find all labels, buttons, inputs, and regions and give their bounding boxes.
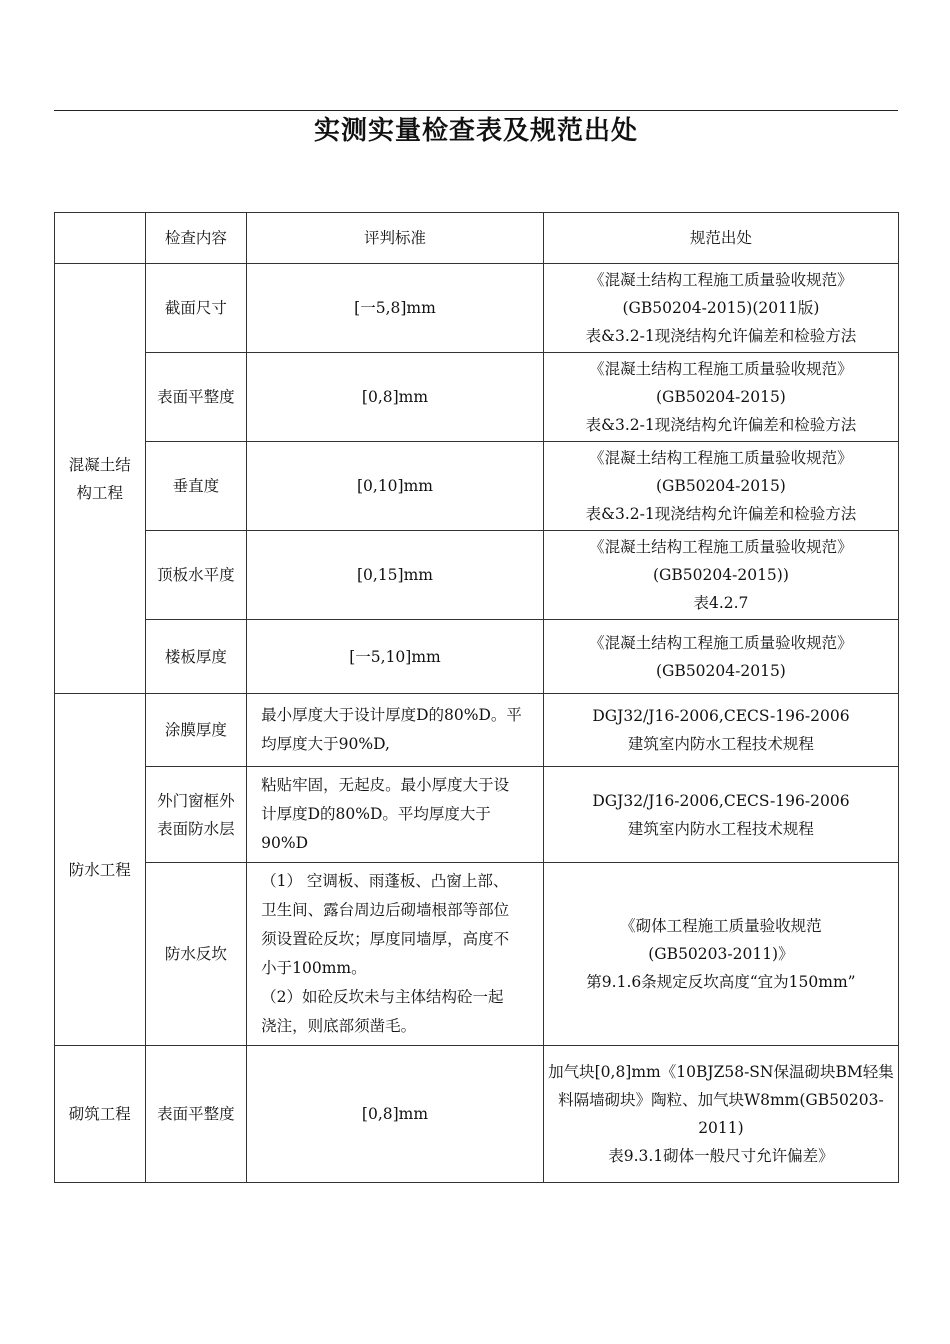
text-line: [一5,8]mm [354, 299, 436, 317]
text-line: 表面平整度 [157, 388, 235, 406]
table-row [55, 531, 899, 620]
table-body [55, 213, 899, 1183]
table-row [55, 442, 899, 531]
reference-cell [543, 264, 898, 353]
text-line: 《混凝土结构工程施工质量验收规范》 [589, 538, 853, 556]
text-line: 《混凝土结构工程施工质量验收规范》 [589, 449, 853, 467]
text-line: 构工程 [76, 483, 124, 502]
text-line: 均厚度大于90%D, [261, 735, 390, 753]
text-line: 涂膜厚度 [164, 721, 227, 739]
table-header-row [55, 213, 899, 264]
text-line: 砌筑工程 [68, 1105, 131, 1123]
text-line: 表4.2.7 [693, 594, 749, 612]
text-line: DGJ32/J16-2006,CECS-196-2006 [592, 707, 850, 725]
criteria-cell [247, 353, 544, 442]
item-cell [145, 1046, 247, 1183]
text-line: [一5,10]mm [349, 647, 441, 666]
text-line: 浇注，则底部须凿毛。 [261, 1017, 417, 1035]
text-line: 最小厚度大于设计厚度D的80%D。平 [261, 706, 522, 724]
criteria-cell [247, 442, 544, 531]
criteria-cell [247, 1046, 544, 1183]
text-line: 表&3.2-1现浇结构允许偏差和检验方法 [585, 416, 857, 434]
category-cell [55, 264, 146, 694]
text-line: 截面尺寸 [164, 299, 227, 317]
item-cell [145, 863, 247, 1046]
text-line: 《混凝土结构工程施工质量验收规范》 [589, 633, 853, 652]
item-cell [145, 620, 247, 694]
text-line: 《混凝土结构工程施工质量验收规范》 [589, 360, 853, 378]
reference-cell [543, 531, 898, 620]
criteria-cell [247, 620, 544, 694]
category-cell [55, 694, 146, 1046]
text-line: (GB50204-2015) [656, 477, 786, 495]
text-line: 建筑室内防水工程技术规程 [627, 735, 814, 753]
reference-cell [543, 1046, 898, 1183]
criteria-cell [247, 264, 544, 353]
item-cell [145, 694, 247, 767]
text-line: 外门窗框外 [157, 791, 235, 810]
criteria-cell [247, 531, 544, 620]
text-line: 楼板厚度 [164, 647, 227, 666]
text-line: 垂直度 [172, 477, 220, 495]
inspection-table [54, 212, 899, 1183]
text-line: （1） 空调板、雨蓬板、凸窗上部、 [261, 872, 509, 890]
table-row [55, 620, 899, 694]
top-rule [54, 110, 898, 111]
item-cell [145, 531, 247, 620]
text-line: 卫生间、露台周边后砌墙根部等部位 [261, 901, 510, 919]
table-row [55, 353, 899, 442]
text-line: 加气块[0,8]mm《10BJZ58-SN保温砌块BM轻集 [548, 1063, 894, 1081]
text-line: （2）如砼反坎未与主体结构砼一起 [261, 988, 504, 1006]
table-row [55, 863, 899, 1046]
text-line: 计厚度D的80%D。平均厚度大于90%D [261, 805, 491, 852]
text-line: 表&3.2-1现浇结构允许偏差和检验方法 [585, 505, 857, 523]
item-cell [145, 264, 247, 353]
reference-cell [543, 863, 898, 1046]
table-row [55, 767, 899, 863]
text-line: [0,15]mm [356, 566, 433, 584]
text-line: 表面防水层 [157, 819, 235, 838]
text-line: (GB50203-2011)》 [648, 945, 794, 963]
text-line: [0,10]mm [356, 477, 433, 495]
text-line: [0,8]mm [361, 388, 429, 406]
text-line: (GB50204-2015)(2011版) [622, 299, 820, 317]
reference-cell [543, 767, 898, 863]
text-line: 表面平整度 [157, 1105, 235, 1123]
text-line: 2011) [698, 1119, 744, 1137]
text-line: 表9.3.1砌体一般尺寸允许偏差》 [608, 1147, 834, 1165]
text-line: 粘贴牢固，无起皮。最小厚度大于设 [261, 776, 510, 794]
reference-cell [543, 694, 898, 767]
reference-cell [543, 620, 898, 694]
header-criteria-cell: 评判标准 [247, 213, 544, 264]
text-line: (GB50204-2015)) [652, 566, 789, 584]
text-line: 须设置砼反坎；厚度同墙厚，高度不 [261, 930, 510, 948]
text-line: DGJ32/J16-2006,CECS-196-2006 [592, 791, 850, 810]
table-row [55, 264, 899, 353]
criteria-cell [247, 863, 544, 1046]
document-title: 实测实量检查表及规范出处 [313, 116, 638, 146]
table-row [55, 694, 899, 767]
text-line: 第9.1.6条规定反坎高度“宜为150mm” [586, 973, 856, 991]
text-line: 《砌体工程施工质量验收规范 [620, 917, 822, 935]
text-line: (GB50204-2015) [656, 388, 786, 406]
text-line: 防水反坎 [164, 945, 227, 963]
item-cell [145, 353, 247, 442]
table-row [55, 1046, 899, 1183]
text-line: 《混凝土结构工程施工质量验收规范》 [589, 271, 853, 289]
criteria-cell [247, 767, 544, 863]
text-line: 混凝土结 [68, 455, 131, 474]
text-line: 顶板水平度 [157, 566, 235, 584]
text-line: 防水工程 [68, 860, 131, 879]
reference-cell [543, 442, 898, 531]
text-line: [0,8]mm [361, 1105, 429, 1123]
item-cell [145, 767, 247, 863]
text-line: 料隔墙砌块》陶粒、加气块W8mm(GB50203- [558, 1091, 884, 1109]
text-line: 建筑室内防水工程技术规程 [627, 819, 814, 838]
item-cell [145, 442, 247, 531]
header-reference-cell: 规范出处 [543, 213, 898, 264]
reference-cell [543, 353, 898, 442]
category-cell [55, 1046, 146, 1183]
header-corner-cell [55, 213, 146, 264]
header-item-cell: 检查内容 [145, 213, 247, 264]
text-line: 小于100mm。 [261, 959, 367, 977]
criteria-cell [247, 694, 544, 767]
text-line: (GB50204-2015) [656, 661, 786, 680]
text-line: 表&3.2-1现浇结构允许偏差和检验方法 [585, 327, 857, 345]
